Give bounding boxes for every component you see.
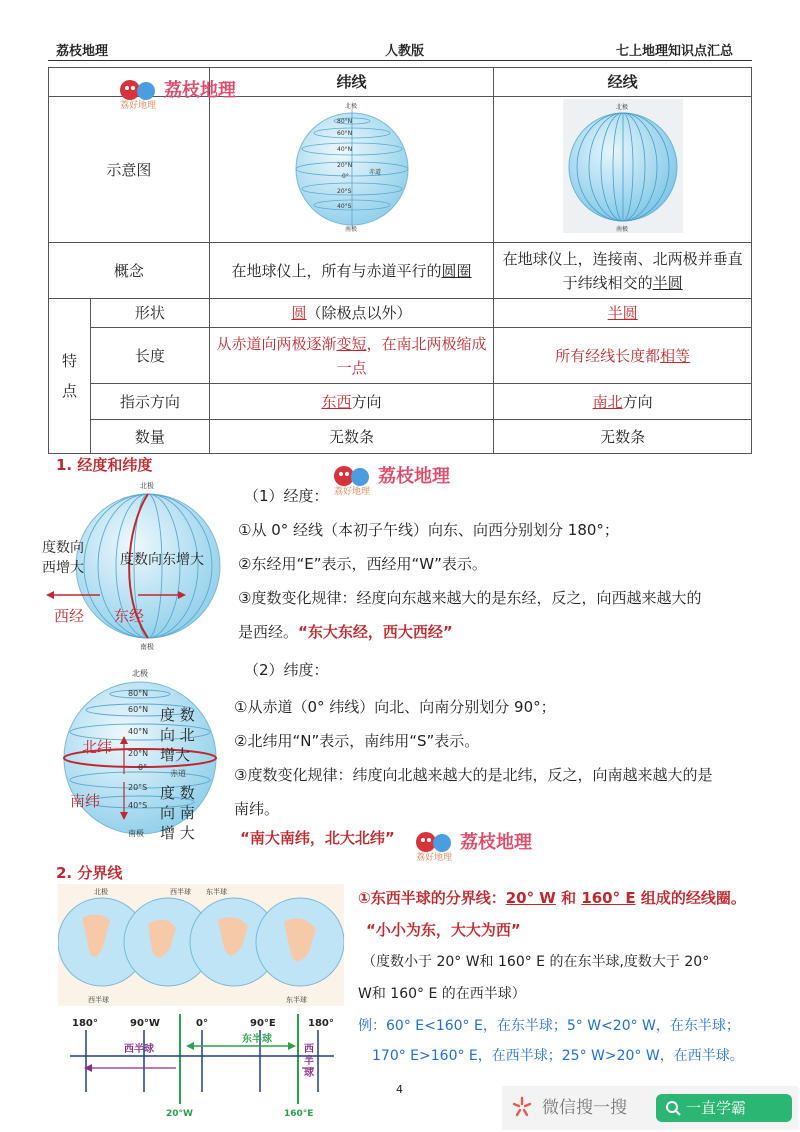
svg-text:度 数: 度 数 xyxy=(160,706,195,724)
header-rule xyxy=(48,60,752,61)
svg-text:90°W: 90°W xyxy=(130,1018,160,1029)
svg-text:南极: 南极 xyxy=(128,829,144,838)
longitude-globe-diagram xyxy=(563,99,683,233)
svg-text:西半球: 西半球 xyxy=(124,1044,154,1055)
col-header-latitude: 纬线 xyxy=(209,68,494,97)
svg-text:0°: 0° xyxy=(341,173,349,180)
row-header-shape: 形状 xyxy=(90,299,209,328)
latitude-globe-cell xyxy=(209,97,494,243)
concept-latitude: 在地球仪上，所有与赤道平行的圆圈 xyxy=(209,243,494,299)
longitude-degree-globe xyxy=(40,478,228,650)
svg-text:0°: 0° xyxy=(138,763,148,772)
svg-text:东半球: 东半球 xyxy=(206,888,227,896)
brand-logo-3: 荔枝地理 荔好地理 xyxy=(414,826,532,856)
row-header-features: 特点 xyxy=(49,299,91,454)
section1-title: 1. 经度和纬度 xyxy=(56,456,153,474)
svg-text:东经: 东经 xyxy=(114,607,145,625)
lat-point-1: ①从赤道（0° 纬线）向北、向南分别划分 90°； xyxy=(234,698,556,716)
svg-text:北极: 北极 xyxy=(94,888,108,896)
header-right: 七上地理知识点汇总 xyxy=(616,44,734,59)
svg-text:60°N: 60°N xyxy=(128,705,149,714)
lon-heading: （1）经度： xyxy=(244,487,329,505)
svg-text:北极: 北极 xyxy=(140,482,154,490)
hemisphere-boundary-line xyxy=(62,1012,352,1120)
lon-point-4: 是西经。“东大东经，西大西经” xyxy=(238,623,453,641)
svg-text:增大: 增大 xyxy=(160,746,191,764)
svg-text:0°: 0° xyxy=(196,1018,208,1029)
svg-text:半: 半 xyxy=(304,1056,314,1067)
direction-longitude: 南北方向 xyxy=(494,384,752,420)
watermark-search-label: 一直学霸 xyxy=(686,1099,747,1117)
brand-logo-2: 荔枝地理 荔好地理 xyxy=(332,460,450,490)
row-header-direction: 指示方向 xyxy=(90,384,209,420)
svg-text:180°: 180° xyxy=(72,1018,98,1029)
svg-text:北极: 北极 xyxy=(132,669,148,678)
svg-text:60°N: 60°N xyxy=(336,130,352,137)
svg-text:度 数: 度 数 xyxy=(160,784,195,802)
count-longitude: 无数条 xyxy=(494,420,752,454)
svg-text:南极: 南极 xyxy=(140,643,154,650)
length-longitude: 所有经线长度都相等 xyxy=(494,328,752,384)
svg-text:20°S: 20°S xyxy=(336,188,351,195)
lat-slogan: “南大南纬，北大北纬” xyxy=(240,829,395,847)
svg-text:20°W: 20°W xyxy=(166,1109,193,1119)
lon-point-2: ②东经用“E”表示，西经用“W”表示。 xyxy=(238,555,487,573)
search-icon xyxy=(665,1100,681,1116)
boundary-note-2: W和 160° E 的在西半球） xyxy=(358,986,526,1002)
row-header-count: 数量 xyxy=(90,420,209,454)
svg-text:40°S: 40°S xyxy=(336,203,351,210)
lon-point-1: ①从 0° 经线（本初子午线）向东、向西分别划分 180°； xyxy=(238,521,619,539)
direction-latitude: 东西方向 xyxy=(209,384,494,420)
boundary-example-1: 例：60° E<160° E，在东半球；5° W<20° W，在东半球； xyxy=(358,1018,740,1034)
header-left: 荔枝地理 xyxy=(56,44,109,59)
shape-latitude: 圆（除极点以外） xyxy=(209,299,494,328)
section2-title: 2. 分界线 xyxy=(56,864,123,882)
col-header-longitude: 经线 xyxy=(494,68,752,97)
svg-text:西增大: 西增大 xyxy=(42,560,84,576)
svg-text:20°N: 20°N xyxy=(336,162,352,169)
svg-text:90°E: 90°E xyxy=(250,1018,276,1029)
svg-text:向 南: 向 南 xyxy=(160,804,195,822)
svg-text:20°S: 20°S xyxy=(128,783,148,792)
svg-text:80°N: 80°N xyxy=(128,689,149,698)
hemisphere-maps xyxy=(58,884,344,1006)
lat-point-3: ③度数变化规律：纬度向北越来越大的是北纬，反之，向南越来越大的是 xyxy=(234,766,713,784)
header-center: 人教版 xyxy=(385,44,425,59)
svg-text:度数向: 度数向 xyxy=(42,540,84,556)
boundary-statement: ①东西半球的分界线：20° W 和 160° E 组成的经线圈。 xyxy=(358,889,746,907)
watermark-search-button[interactable] xyxy=(656,1094,792,1122)
svg-text:东半球: 东半球 xyxy=(242,1034,272,1045)
svg-text:增 大: 增 大 xyxy=(160,824,195,842)
lat-heading: （2）纬度： xyxy=(244,661,329,679)
lat-point-2: ②北纬用“N”表示，南纬用“S”表示。 xyxy=(234,732,480,750)
svg-text:西: 西 xyxy=(304,1044,314,1055)
concept-longitude: 在地球仪上，连接南、北两极并垂直于纬线相交的半圆 xyxy=(494,243,752,299)
svg-text:160°E: 160°E xyxy=(284,1109,314,1119)
boundary-slogan: “小小为东，大大为西” xyxy=(366,921,521,939)
latitude-longitude-table xyxy=(48,67,752,454)
lon-point-3: ③度数变化规律：经度向东越来越大的是东经，反之，向西越来越大的 xyxy=(238,589,702,607)
svg-text:40°N: 40°N xyxy=(128,727,149,736)
watermark-app-name: 微信搜一搜 xyxy=(542,1098,627,1118)
length-latitude: 从赤道向两极逐渐变短，在南北两极缩成一点 xyxy=(209,328,494,384)
svg-text:40°S: 40°S xyxy=(128,801,148,810)
svg-text:赤道: 赤道 xyxy=(170,769,186,778)
boundary-example-2: 170° E>160° E，在西半球；25° W>20° W，在西半球。 xyxy=(372,1048,744,1064)
svg-text:南极: 南极 xyxy=(615,226,628,233)
svg-text:南极: 南极 xyxy=(344,226,357,233)
svg-text:向 北: 向 北 xyxy=(160,726,195,744)
lat-globe-north: 北极 xyxy=(344,103,357,110)
svg-text:南纬: 南纬 xyxy=(70,792,101,810)
latitude-globe-diagram xyxy=(287,99,417,233)
row-header-diagram: 示意图 xyxy=(49,97,210,243)
page-number: 4 xyxy=(396,1083,403,1096)
count-latitude: 无数条 xyxy=(209,420,494,454)
boundary-note-1: （度数小于 20° W和 160° E 的在东半球,度数大于 20° xyxy=(362,954,710,970)
wechat-search-icon xyxy=(510,1095,534,1119)
svg-text:180°: 180° xyxy=(308,1018,334,1029)
svg-text:20°N: 20°N xyxy=(128,749,149,758)
svg-text:赤道: 赤道 xyxy=(368,169,381,176)
row-header-length: 长度 xyxy=(90,328,209,384)
svg-text:80°N: 80°N xyxy=(336,118,352,125)
svg-text:东半球: 东半球 xyxy=(286,996,307,1004)
svg-text:北极: 北极 xyxy=(615,104,628,111)
shape-longitude: 半圆 xyxy=(494,299,752,328)
latitude-degree-globe xyxy=(52,664,224,842)
svg-text:球: 球 xyxy=(304,1068,314,1079)
svg-text:西半球: 西半球 xyxy=(88,996,109,1004)
brand-logo: 荔枝地理 荔好地理 xyxy=(118,74,236,104)
lat-point-4: 南纬。 xyxy=(234,800,280,818)
svg-text:40°N: 40°N xyxy=(336,146,352,153)
svg-text:西经: 西经 xyxy=(54,607,85,625)
svg-text:度数向东增大: 度数向东增大 xyxy=(120,552,204,568)
svg-text:北纬: 北纬 xyxy=(82,738,113,756)
longitude-globe-cell xyxy=(494,97,752,243)
svg-text:西半球: 西半球 xyxy=(170,888,191,896)
row-header-concept: 概念 xyxy=(49,243,210,299)
